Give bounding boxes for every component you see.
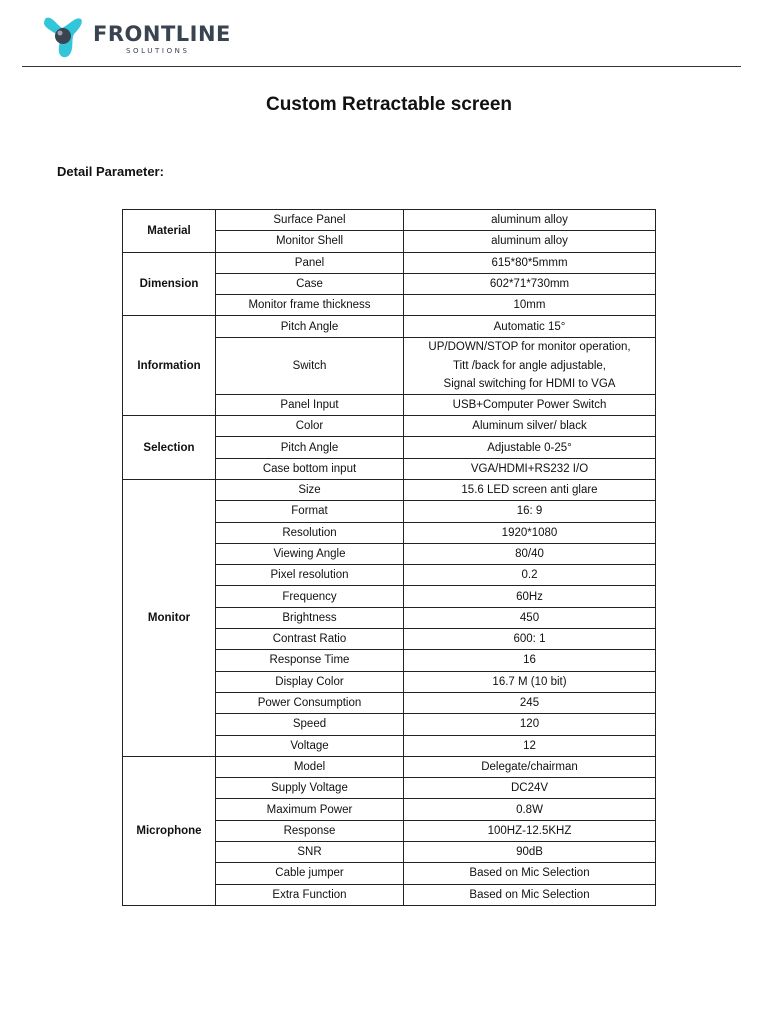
param-cell: Pitch Angle [216,437,404,458]
header-divider [22,66,741,67]
param-cell: Brightness [216,607,404,628]
param-cell: Panel Input [216,394,404,415]
group-label: Microphone [123,756,216,905]
value-cell: 100HZ-12.5KHZ [404,820,656,841]
table-row [123,416,656,437]
param-cell: Response Time [216,650,404,671]
value-cell: aluminum alloy [404,210,656,231]
param-cell: Response [216,820,404,841]
param-cell: Format [216,501,404,522]
value-cell: Adjustable 0-25° [404,437,656,458]
value-cell: DC24V [404,778,656,799]
value-cell: Delegate/chairman [404,756,656,777]
value-cell: Based on Mic Selection [404,884,656,905]
table-row [123,210,656,231]
value-cell: Automatic 15° [404,316,656,337]
value-cell: USB+Computer Power Switch [404,394,656,415]
value-cell: Aluminum silver/ black [404,416,656,437]
param-cell: Viewing Angle [216,543,404,564]
param-cell: Power Consumption [216,692,404,713]
param-cell: Frequency [216,586,404,607]
value-cell: 16: 9 [404,501,656,522]
param-cell: Resolution [216,522,404,543]
param-cell: Voltage [216,735,404,756]
page-header [0,0,768,70]
param-cell: Size [216,479,404,500]
value-cell: 600: 1 [404,629,656,650]
spec-table [122,209,656,906]
group-label: Information [123,316,216,416]
value-cell: 15.6 LED screen anti glare [404,479,656,500]
param-cell: Cable jumper [216,863,404,884]
param-cell: Speed [216,714,404,735]
value-cell: 1920*1080 [404,522,656,543]
table-row [123,316,656,337]
value-cell: 450 [404,607,656,628]
value-cell: 16 [404,650,656,671]
table-row [123,756,656,777]
param-cell: Monitor Shell [216,231,404,252]
value-cell: 120 [404,714,656,735]
param-cell: Case bottom input [216,458,404,479]
param-cell: Pixel resolution [216,565,404,586]
param-cell: SNR [216,842,404,863]
value-cell: 0.8W [404,799,656,820]
value-line: Titt /back for angle adjustable, [453,359,606,372]
value-cell: 80/40 [404,543,656,564]
param-cell: Case [216,273,404,294]
value-cell: 12 [404,735,656,756]
table-row [123,479,656,500]
param-cell: Switch [216,337,404,394]
param-cell: Extra Function [216,884,404,905]
group-label: Dimension [123,252,216,316]
param-cell: Model [216,756,404,777]
value-line: UP/DOWN/STOP for monitor operation, [428,341,631,354]
value-cell-multiline [404,337,656,394]
table-row [123,252,656,273]
param-cell: Supply Voltage [216,778,404,799]
param-cell: Panel [216,252,404,273]
value-cell: 90dB [404,842,656,863]
value-cell: Based on Mic Selection [404,863,656,884]
param-cell: Pitch Angle [216,316,404,337]
group-label: Selection [123,416,216,480]
param-cell: Display Color [216,671,404,692]
group-label: Material [123,210,216,253]
value-cell: 245 [404,692,656,713]
value-cell: VGA/HDMI+RS232 I/O [404,458,656,479]
value-cell: 0.2 [404,565,656,586]
value-cell: 615*80*5mmm [404,252,656,273]
param-cell: Surface Panel [216,210,404,231]
value-cell: 10mm [404,295,656,316]
value-cell: 16.7 M (10 bit) [404,671,656,692]
group-label: Monitor [123,479,216,756]
value-cell: 602*71*730mm [404,273,656,294]
param-cell: Contrast Ratio [216,629,404,650]
value-cell: aluminum alloy [404,231,656,252]
value-line: Signal switching for HDMI to VGA [443,378,616,391]
frontline-logo-icon [40,14,84,60]
param-cell: Monitor frame thickness [216,295,404,316]
value-cell: 60Hz [404,586,656,607]
document-title: Custom Retractable screen [265,94,513,115]
param-cell: Maximum Power [216,799,404,820]
param-cell: Color [216,416,404,437]
section-label: Detail Parameter: [57,164,164,179]
brand-name: FRONTLINE [93,22,231,46]
brand-subtitle: SOLUTIONS [126,47,190,55]
